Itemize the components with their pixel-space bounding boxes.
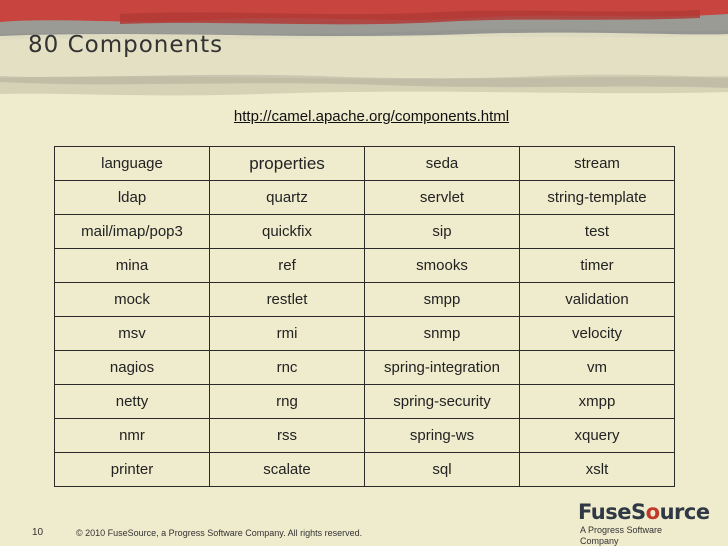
component-cell: sql xyxy=(365,453,520,487)
component-cell: restlet xyxy=(210,283,365,317)
component-cell: smooks xyxy=(365,249,520,283)
component-cell: properties xyxy=(210,147,365,181)
table-row xyxy=(55,317,675,351)
component-cell: sip xyxy=(365,215,520,249)
components-url-link[interactable]: http://camel.apache.org/components.html xyxy=(233,108,510,125)
component-cell: language xyxy=(55,147,210,181)
component-cell: scalate xyxy=(210,453,365,487)
logo-tagline: A Progress Software Company xyxy=(580,525,663,546)
component-cell: velocity xyxy=(520,317,675,351)
slide-title: 80 Components xyxy=(28,32,224,58)
component-cell: stream xyxy=(520,147,675,181)
component-cell: smpp xyxy=(365,283,520,317)
component-cell: quartz xyxy=(210,181,365,215)
logo-text-start: FuseS xyxy=(578,500,646,524)
component-cell: seda xyxy=(365,147,520,181)
component-cell: xmpp xyxy=(520,385,675,419)
table-row xyxy=(55,283,675,317)
table-row xyxy=(55,249,675,283)
component-cell: vm xyxy=(520,351,675,385)
header-brush-decoration xyxy=(0,0,728,96)
component-cell: spring-security xyxy=(365,385,520,419)
component-cell: rnc xyxy=(210,351,365,385)
component-cell: xquery xyxy=(520,419,675,453)
component-cell: servlet xyxy=(365,181,520,215)
table-row xyxy=(55,419,675,453)
page-number: 10 xyxy=(32,527,44,538)
table-row xyxy=(55,385,675,419)
component-cell: rmi xyxy=(210,317,365,351)
logo-text-accent: o xyxy=(645,500,660,524)
component-cell: xslt xyxy=(520,453,675,487)
component-cell: quickfix xyxy=(210,215,365,249)
table-row xyxy=(55,453,675,487)
component-cell: msv xyxy=(55,317,210,351)
component-cell: rss xyxy=(210,419,365,453)
copyright-text: © 2010 FuseSource, a Progress Software Company. All rights reserved. xyxy=(76,528,363,538)
fusesource-logo xyxy=(578,500,710,524)
table-row xyxy=(55,147,675,181)
component-cell: ldap xyxy=(55,181,210,215)
component-cell: mail/imap/pop3 xyxy=(55,215,210,249)
component-cell: timer xyxy=(520,249,675,283)
component-cell: spring-ws xyxy=(365,419,520,453)
component-cell: validation xyxy=(520,283,675,317)
component-cell: mina xyxy=(55,249,210,283)
component-cell: spring-integration xyxy=(365,351,520,385)
component-cell: nmr xyxy=(55,419,210,453)
component-cell: ref xyxy=(210,249,365,283)
table-row xyxy=(55,215,675,249)
component-cell: rng xyxy=(210,385,365,419)
component-cell: netty xyxy=(55,385,210,419)
component-cell: mock xyxy=(55,283,210,317)
components-table xyxy=(54,146,675,487)
logo-text-end: urce xyxy=(659,500,710,524)
component-cell: nagios xyxy=(55,351,210,385)
table-row xyxy=(55,181,675,215)
table-row xyxy=(55,351,675,385)
component-cell: test xyxy=(520,215,675,249)
component-cell: snmp xyxy=(365,317,520,351)
component-cell: string-template xyxy=(520,181,675,215)
component-cell: printer xyxy=(55,453,210,487)
